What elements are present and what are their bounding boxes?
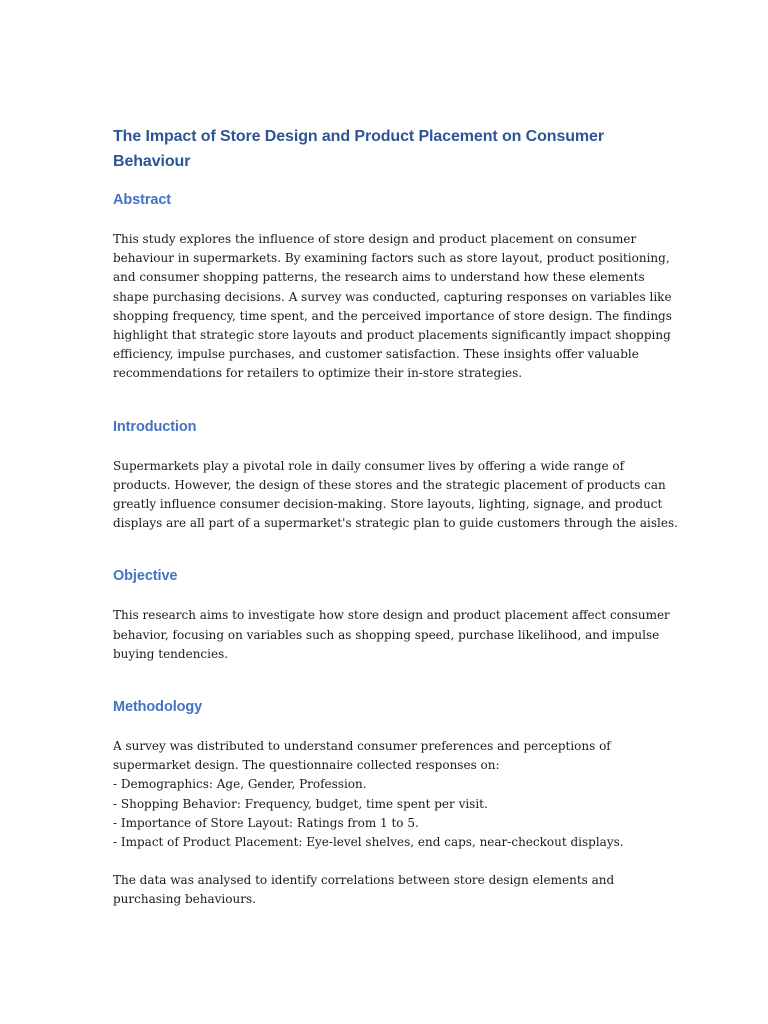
text-line: behavior, focusing on variables such as shopping speed, purchase likelihood, and impulse [113,627,660,642]
text-line: A survey was distributed to understand consumer preferences and perceptions of [113,739,611,754]
text-line: products. However, the design of these stores and the strategic placement of products can [113,477,666,492]
objective-paragraph [113,606,670,664]
section-heading-objective: Objective [113,568,178,585]
text-line: displays are all part of a supermarket's strategic plan to guide customers through the aisles. [113,516,678,531]
text-line: buying tendencies. [113,646,229,661]
list-item: - Shopping Behavior: Frequency, budget, time spent per visit. [113,796,488,811]
section-heading-introduction: Introduction [113,418,197,435]
methodology-conclusion-paragraph [113,871,658,909]
title-line: The Impact of Store Design and Product Placement on Consumer [113,128,604,145]
text-line: greatly influence consumer decision-making. Store layouts, lighting, signage, and product [113,497,663,512]
text-line: This research aims to investigate how store design and product placement affect consumer [113,608,670,623]
text-line: The data was analysed to identify correlations between store design elements and [113,873,615,888]
section-heading-methodology: Methodology [113,699,203,716]
title-line: Behaviour [113,153,191,170]
text-line: recommendations for retailers to optimize their in-store strategies. [113,366,523,381]
introduction-paragraph [113,457,678,534]
methodology-paragraph [113,737,658,852]
text-line: purchasing behaviours. [113,892,256,907]
text-line: shape purchasing decisions. A survey was conducted, capturing responses on variables like [113,289,672,304]
text-line: shopping frequency, time spent, and the perceived importance of store design. The findings [113,308,672,323]
list-item: - Importance of Store Layout: Ratings from 1 to 5. [113,815,419,830]
text-line: supermarket design. The questionnaire collected responses on: [113,758,500,773]
list-item: - Demographics: Age, Gender, Profession. [113,777,367,792]
text-line: and consumer shopping patterns, the research aims to understand how these elements [113,270,645,285]
text-line: efficiency, impulse purchases, and customer satisfaction. These insights offer valuable [113,347,639,362]
document-content [113,124,678,910]
text-line: This study explores the influence of store design and product placement on consumer [113,232,637,246]
list-item: - Impact of Product Placement: Eye-level shelves, end caps, near-checkout displays. [113,835,624,850]
section-heading-abstract: Abstract [113,192,172,208]
document-title [113,124,658,174]
text-line: behaviour in supermarkets. By examining factors such as store layout, product positioning, [113,251,670,266]
text-line: Supermarkets play a pivotal role in daily consumer lives by offering a wide range of [113,458,625,473]
abstract-paragraph [113,230,672,384]
text-line: highlight that strategic store layouts and product placements significantly impact shopping [113,328,671,343]
